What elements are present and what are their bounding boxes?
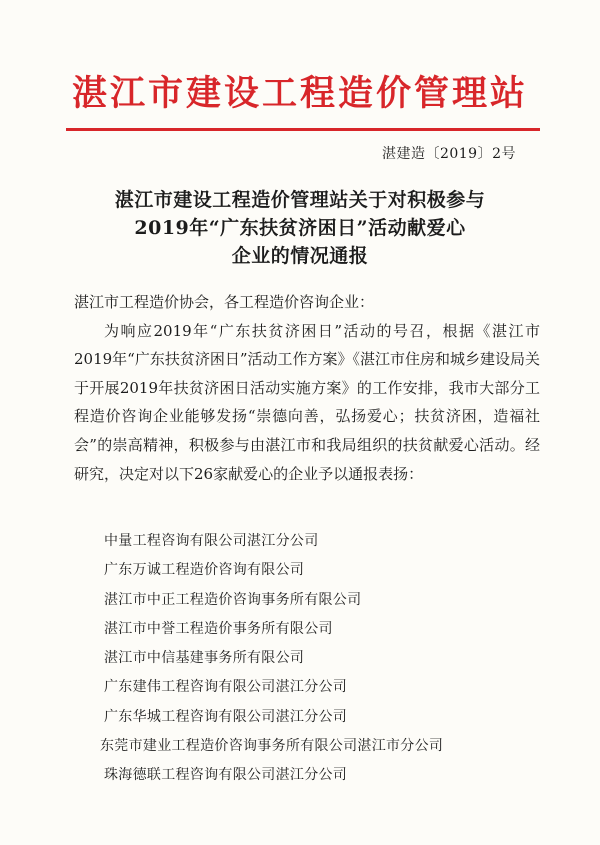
letterhead-title: 湛江市建设工程造价管理站 [71, 73, 528, 114]
title-line-3: 企业的情况通报 [231, 245, 369, 267]
title-line-2: 2019年“广东扶贫济困日”活动献爱心 [134, 217, 466, 239]
list-item: 广东建伟工程咨询有限公司湛江分公司 [104, 679, 348, 696]
list-item: 广东华城工程咨询有限公司湛江分公司 [104, 708, 348, 725]
list-item: 湛江市中誉工程造价事务所有限公司 [104, 620, 333, 637]
title-line-1: 湛江市建设工程造价管理站关于对积极参与 [114, 189, 486, 211]
list-item: 东莞市建业工程造价咨询事务所有限公司湛江市分公司 [100, 738, 444, 755]
salutation: 湛江市工程造价协会，各工程造价咨询企业： [74, 293, 375, 311]
body-paragraph: 为响应2019年“广东扶贫济困日”活动的号召，根据《湛江市2019年“广东扶贫济困日”活动工作方案》《湛江市住房和城乡建设局关于开展2019年扶贫济困日活动实施方案》的工作安排，我市大部分工程造价咨询企业能够发扬“崇德向善，弘扬爱心；扶贫济困，造福社会”的崇高精神，积极参与由湛江市和我局组织的扶贫献爱心活动。经研究，决定对以下26家献爱心的企业予以通报表扬： [74, 321, 541, 483]
document-number: 湛建造〔2019〕2号 [381, 146, 516, 162]
letterhead-divider [66, 128, 540, 131]
document-title [40, 186, 560, 270]
list-item: 珠海德联工程咨询有限公司湛江分公司 [104, 767, 348, 784]
document-body [74, 288, 540, 488]
list-item: 中量工程咨询有限公司湛江分公司 [104, 533, 319, 549]
list-item: 湛江市中信基建事务所有限公司 [104, 650, 305, 667]
list-item: 湛江市中正工程造价咨询事务所有限公司 [104, 591, 362, 608]
list-item: 广东万诚工程造价咨询有限公司 [104, 562, 305, 579]
commended-company-list [100, 527, 444, 791]
